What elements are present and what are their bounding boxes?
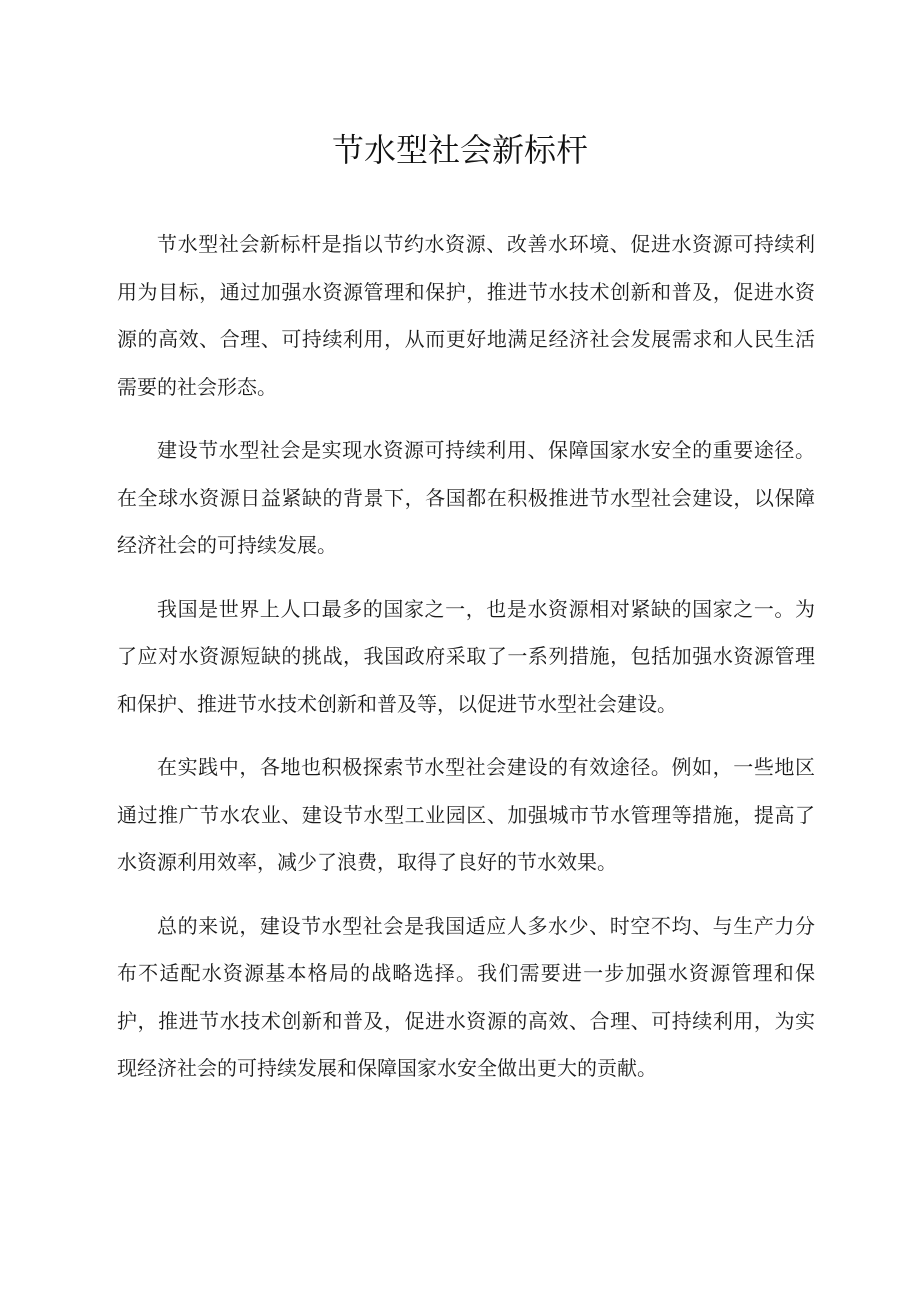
document-title: 节水型社会新标杆 bbox=[331, 131, 588, 169]
paragraph-5: 总的来说，建设节水型社会是我国适应人多水少、时空不均、与生产力分布不适配水资源基本格局的战略选择。我们需要进一步加强水资源管理和保护，推进节水技术创新和普及，促进水资源的高效、合理、可持续利用，为实现经济社会的可持续发展和保障国家水安全做出更大的贡献。 bbox=[117, 913, 815, 1080]
paragraph-1: 节水型社会新标杆是指以节约水资源、改善水环境、促进水资源可持续利用为目标，通过加强水资源管理和保护，推进节水技术创新和普及，促进水资源的高效、合理、可持续利用，从而更好地满足经济社会发展需求和人民生活需要的社会形态。 bbox=[117, 232, 815, 399]
paragraph-2: 建设节水型社会是实现水资源可持续利用、保障国家水安全的重要途径。在全球水资源日益紧缺的背景下，各国都在积极推进节水型社会建设，以保障经济社会的可持续发展。 bbox=[117, 438, 815, 557]
paragraph-4: 在实践中，各地也积极探索节水型社会建设的有效途径。例如，一些地区通过推广节水农业、建设节水型工业园区、加强城市节水管理等措施，提高了水资源利用效率，减少了浪费，取得了良好的节水效果。 bbox=[117, 755, 815, 874]
paragraph-3: 我国是世界上人口最多的国家之一，也是水资源相对紧缺的国家之一。为了应对水资源短缺的挑战，我国政府采取了一系列措施，包括加强水资源管理和保护、推进节水技术创新和普及等，以促进节水型社会建设。 bbox=[117, 596, 815, 716]
document-body bbox=[117, 221, 815, 1109]
